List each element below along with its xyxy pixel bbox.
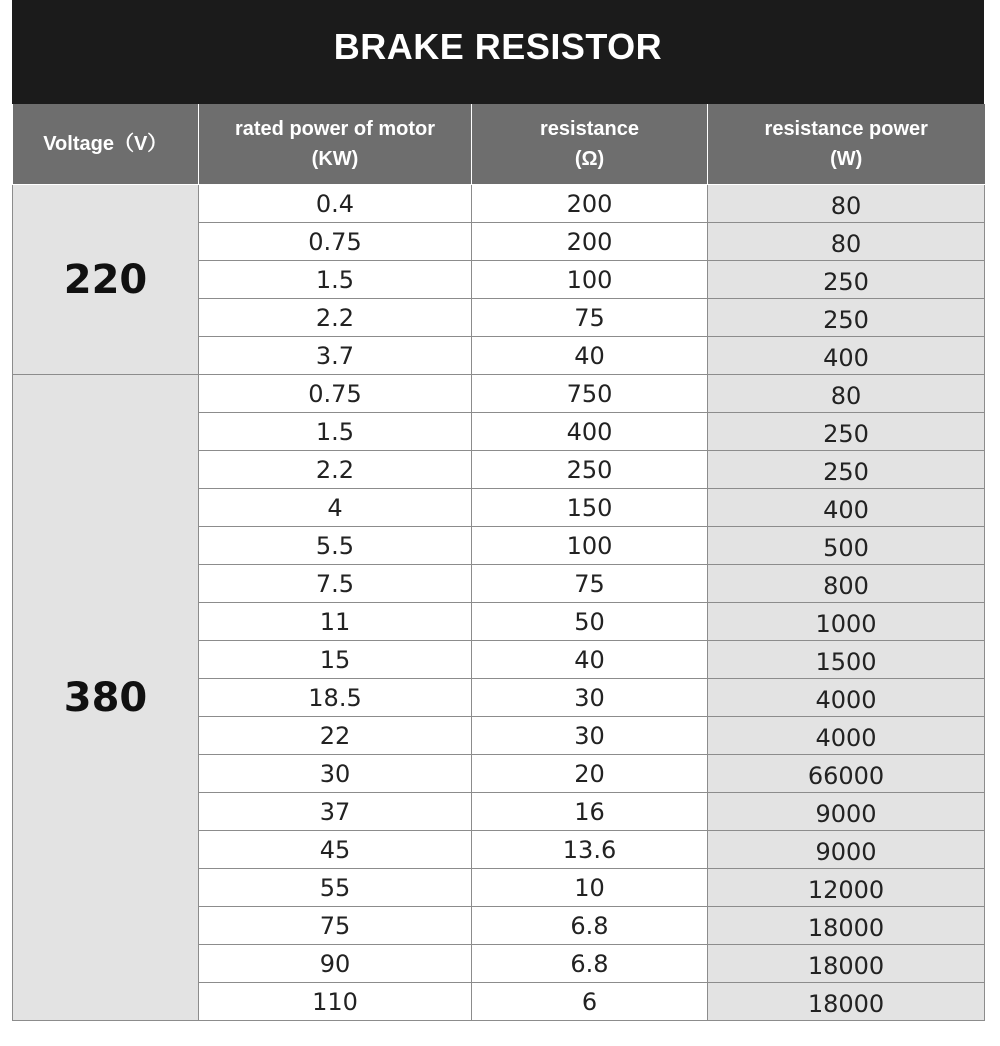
resistance-power-cell: 1500 bbox=[708, 641, 985, 679]
motor-power-cell: 0.4 bbox=[199, 185, 472, 223]
resistance-power-cell: 250 bbox=[708, 299, 985, 337]
brake-resistor-table bbox=[12, 104, 985, 1021]
resistance-cell: 16 bbox=[472, 793, 708, 831]
resistance-power-cell: 9000 bbox=[708, 831, 985, 869]
voltage-cell: 220 bbox=[13, 185, 199, 375]
header-motor-power bbox=[199, 104, 472, 185]
resistance-cell: 30 bbox=[472, 679, 708, 717]
resistance-power-cell: 4000 bbox=[708, 717, 985, 755]
header-resistance-power-label: resistance power bbox=[764, 118, 928, 140]
resistance-cell: 100 bbox=[472, 261, 708, 299]
resistance-cell: 40 bbox=[472, 641, 708, 679]
resistance-cell: 75 bbox=[472, 299, 708, 337]
resistance-cell: 75 bbox=[472, 565, 708, 603]
resistance-power-cell: 66000 bbox=[708, 755, 985, 793]
motor-power-cell: 3.7 bbox=[199, 337, 472, 375]
resistance-cell: 200 bbox=[472, 185, 708, 223]
resistance-cell: 150 bbox=[472, 489, 708, 527]
resistance-cell: 50 bbox=[472, 603, 708, 641]
resistance-cell: 6.8 bbox=[472, 907, 708, 945]
resistance-power-cell: 18000 bbox=[708, 907, 985, 945]
table-row bbox=[13, 185, 985, 223]
resistance-power-cell: 80 bbox=[708, 185, 985, 223]
motor-power-cell: 75 bbox=[199, 907, 472, 945]
resistance-cell: 6 bbox=[472, 983, 708, 1021]
resistance-power-cell: 18000 bbox=[708, 983, 985, 1021]
motor-power-cell: 55 bbox=[199, 869, 472, 907]
motor-power-cell: 0.75 bbox=[199, 375, 472, 413]
motor-power-cell: 37 bbox=[199, 793, 472, 831]
motor-power-cell: 18.5 bbox=[199, 679, 472, 717]
resistance-power-cell: 18000 bbox=[708, 945, 985, 983]
resistance-power-cell: 4000 bbox=[708, 679, 985, 717]
resistance-cell: 10 bbox=[472, 869, 708, 907]
voltage-cell: 380 bbox=[13, 375, 199, 1021]
resistance-power-cell: 800 bbox=[708, 565, 985, 603]
motor-power-cell: 11 bbox=[199, 603, 472, 641]
resistance-cell: 30 bbox=[472, 717, 708, 755]
title-banner bbox=[12, 0, 984, 104]
resistance-cell: 200 bbox=[472, 223, 708, 261]
motor-power-cell: 15 bbox=[199, 641, 472, 679]
resistance-cell: 250 bbox=[472, 451, 708, 489]
resistance-power-cell: 12000 bbox=[708, 869, 985, 907]
table-body bbox=[13, 185, 985, 1021]
table-row bbox=[13, 375, 985, 413]
header-resistance-power-unit: (W) bbox=[830, 148, 863, 170]
motor-power-cell: 2.2 bbox=[199, 451, 472, 489]
resistance-power-cell: 400 bbox=[708, 489, 985, 527]
header-resistance-power bbox=[708, 104, 985, 185]
motor-power-cell: 1.5 bbox=[199, 413, 472, 451]
motor-power-cell: 7.5 bbox=[199, 565, 472, 603]
page-title: BRAKE RESISTOR bbox=[333, 26, 663, 67]
resistance-cell: 100 bbox=[472, 527, 708, 565]
resistance-power-cell: 9000 bbox=[708, 793, 985, 831]
motor-power-cell: 1.5 bbox=[199, 261, 472, 299]
motor-power-cell: 4 bbox=[199, 489, 472, 527]
resistance-power-cell: 500 bbox=[708, 527, 985, 565]
resistance-cell: 750 bbox=[472, 375, 708, 413]
resistance-power-cell: 250 bbox=[708, 261, 985, 299]
header-resistance-label: resistance bbox=[540, 118, 639, 140]
motor-power-cell: 5.5 bbox=[199, 527, 472, 565]
header-motor-power-unit: (KW) bbox=[311, 148, 359, 170]
motor-power-cell: 90 bbox=[199, 945, 472, 983]
header-resistance bbox=[472, 104, 708, 185]
resistance-cell: 6.8 bbox=[472, 945, 708, 983]
motor-power-cell: 22 bbox=[199, 717, 472, 755]
resistance-cell: 13.6 bbox=[472, 831, 708, 869]
header-motor-power-label: rated power of motor bbox=[234, 118, 435, 140]
resistance-power-cell: 1000 bbox=[708, 603, 985, 641]
header-resistance-unit: (Ω) bbox=[574, 148, 605, 170]
resistance-power-cell: 80 bbox=[708, 375, 985, 413]
resistance-power-cell: 250 bbox=[708, 413, 985, 451]
header-voltage-label: Voltage（V） bbox=[43, 133, 168, 155]
motor-power-cell: 2.2 bbox=[199, 299, 472, 337]
resistance-power-cell: 80 bbox=[708, 223, 985, 261]
motor-power-cell: 45 bbox=[199, 831, 472, 869]
motor-power-cell: 30 bbox=[199, 755, 472, 793]
header-row bbox=[13, 104, 985, 185]
resistance-cell: 20 bbox=[472, 755, 708, 793]
motor-power-cell: 0.75 bbox=[199, 223, 472, 261]
resistance-power-cell: 400 bbox=[708, 337, 985, 375]
resistance-cell: 400 bbox=[472, 413, 708, 451]
motor-power-cell: 110 bbox=[199, 983, 472, 1021]
resistance-cell: 40 bbox=[472, 337, 708, 375]
resistance-power-cell: 250 bbox=[708, 451, 985, 489]
header-voltage bbox=[13, 104, 199, 185]
